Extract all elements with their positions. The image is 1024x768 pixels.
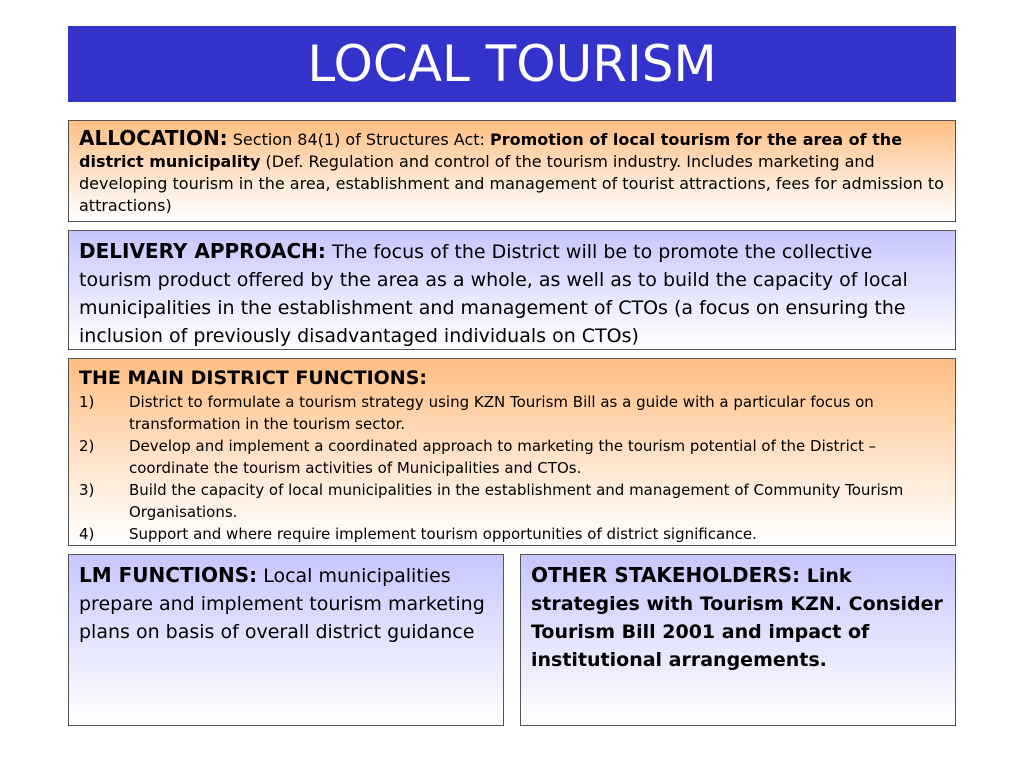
main-functions-box [68,358,956,546]
list-item-text: District to formulate a tourism strategy using KZN Tourism Bill as a guide with a particular focus on transformation in the tourism sector. [129,393,874,433]
list-item-number: 4) [79,525,95,543]
list-item [79,435,945,479]
lm-functions-heading: LM FUNCTIONS: [79,563,258,587]
list-item-text: Support and where require implement tourism opportunities of district significance. [129,525,757,543]
list-item-text: Develop and implement a coordinated approach to marketing the tourism potential of the District – coordinate the tourism activities of Municipalities and CTOs. [129,437,877,477]
other-stakeholders-text [531,561,945,674]
other-stakeholders-heading: OTHER STAKEHOLDERS: [531,563,801,587]
lm-functions-body: Local municipalities prepare and implement tourism marketing plans on basis of overall district guidance [79,565,485,643]
allocation-rest: (Def. Regulation and control of the tourism industry. Includes marketing and developing tourism in the area, establishment and management of tourist attractions, fees for admission to attractions) [79,152,944,215]
list-item-number: 1) [79,393,95,411]
allocation-heading: ALLOCATION: [79,126,228,150]
list-item-number: 2) [79,437,95,455]
title-bar [68,26,956,102]
list-item-number: 3) [79,481,95,499]
allocation-bold: Promotion of local tourism for the area of the district municipality [79,130,903,171]
allocation-intro: Section 84(1) of Structures Act: [227,130,490,149]
delivery-heading: DELIVERY APPROACH: [79,239,326,263]
list-item [79,479,945,523]
slide-title: LOCAL TOURISM [307,35,717,93]
allocation-text [79,127,945,217]
lm-functions-box [68,554,504,726]
main-functions-list [79,391,945,545]
allocation-box [68,120,956,222]
other-stakeholders-body: Link strategies with Tourism KZN. Consider Tourism Bill 2001 and impact of institutional arrangements. [531,565,943,671]
other-stakeholders-box [520,554,956,726]
list-item [79,391,945,435]
main-functions-heading: THE MAIN DISTRICT FUNCTIONS: [79,367,427,389]
delivery-text [79,237,945,350]
list-item-text: Build the capacity of local municipalities in the establishment and management of Community Tourism Organisations. [129,481,904,521]
delivery-box [68,230,956,350]
lm-functions-text [79,561,493,646]
delivery-body: The focus of the District will be to promote the collective tourism product offered by the area as a whole, as well as to build the capacity of local municipalities in the establishment and management of CTOs (a focus on ensuring the inclusion of previously disadvantaged individuals on CTOs) [79,241,908,347]
list-item [79,523,945,545]
